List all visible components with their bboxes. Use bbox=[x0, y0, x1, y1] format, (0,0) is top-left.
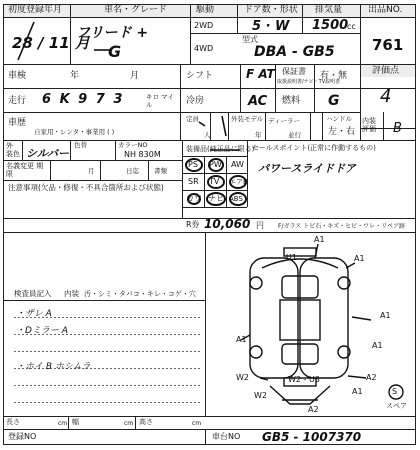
height-label: 高さ bbox=[139, 418, 153, 426]
length-label: 長さ bbox=[6, 418, 20, 426]
rename-day: 日迄 bbox=[126, 167, 139, 175]
month-label: 月 bbox=[130, 71, 140, 81]
capacity-unit: 人 bbox=[204, 131, 211, 139]
notes-label: 注意事項(欠品・修復・不具合箇所および状態) bbox=[8, 183, 164, 192]
model-change-unit: 年 bbox=[255, 131, 262, 139]
rating-label: 評価点 bbox=[372, 66, 400, 76]
warranty-label: 保証書 bbox=[282, 67, 306, 76]
r-ticket-label: R券 bbox=[186, 220, 200, 229]
interior-label: 内装 評価 bbox=[362, 117, 376, 133]
first-reg-value: 28 / 11 月 bbox=[12, 34, 90, 52]
damage-label-spare: S bbox=[392, 387, 398, 396]
equip-sr: SR bbox=[188, 177, 199, 186]
fuel-label: 燃料 bbox=[282, 96, 301, 106]
chassis-label: 車台NO bbox=[212, 432, 241, 441]
equip-leather: カワ bbox=[186, 194, 202, 203]
equip-ps: PS bbox=[188, 160, 198, 169]
inspection-label: 車検 bbox=[8, 71, 27, 81]
equip-abs: ABS bbox=[229, 195, 243, 203]
paint-label: 色替 bbox=[74, 141, 87, 149]
inspector-line-2: ・Dミラー A bbox=[16, 326, 68, 336]
handle-value: 左・右 bbox=[328, 127, 356, 137]
glass-legend: F/ガラス トビ石・キズ・ヒビ・ワレ・リペア跡 bbox=[278, 223, 405, 230]
inspector-label: 検査員記入 bbox=[14, 289, 52, 298]
damage-label-right-quarter: A2 bbox=[366, 373, 377, 382]
equip-airbag: エアB bbox=[229, 178, 248, 186]
equip-aw: AW bbox=[231, 160, 244, 169]
inspector-marks: 汚・シミ・タバコ・キレ・コゲ・穴 bbox=[84, 290, 196, 298]
height-unit: cm bbox=[192, 420, 202, 427]
damage-label-rear-panel: W2 - U3 bbox=[288, 375, 320, 384]
model-change-label: 外装モデル bbox=[231, 115, 264, 123]
car-diagram bbox=[241, 244, 403, 404]
reg-no-label: 登録NO bbox=[8, 432, 37, 441]
capacity-label: 定員 bbox=[186, 115, 199, 123]
ac-label: 冷房 bbox=[186, 96, 205, 106]
damage-label-left-quarter: W2 bbox=[236, 373, 249, 382]
doors-label: ドア数・形状 bbox=[244, 5, 298, 15]
damage-label-right-rear: A1 bbox=[372, 341, 383, 350]
model-code-label: 型式 bbox=[242, 35, 258, 44]
rename-doc: 書類 bbox=[154, 167, 167, 175]
drive-4wd: 4WD bbox=[194, 44, 214, 53]
dealer-sub: 並行 bbox=[288, 131, 301, 139]
mileage-value: 6 K 9 7 3 bbox=[42, 92, 125, 107]
r-ticket-value: 10,060 bbox=[204, 217, 251, 231]
exterior-value: シルバー bbox=[26, 147, 69, 160]
equip-pw: PW bbox=[209, 160, 222, 169]
grade-value: G bbox=[108, 42, 122, 61]
cc-unit: cc bbox=[347, 22, 356, 31]
width-unit: cm bbox=[124, 420, 134, 427]
damage-label-left-door: A1 bbox=[236, 335, 247, 344]
width-label: 幅 bbox=[72, 418, 79, 426]
history-label: 車歴 bbox=[8, 118, 27, 128]
exterior-label: 外 装色 bbox=[6, 142, 20, 158]
damage-label-right-door: A1 bbox=[380, 311, 391, 320]
model-code-value: DBA - GB5 bbox=[254, 44, 335, 60]
inspector-line-1: ・ザレ A bbox=[16, 309, 52, 319]
shift-label: シフト bbox=[186, 71, 214, 81]
mileage-label: 走行 bbox=[8, 96, 27, 106]
sell-point-label: セールスポイント(正常に作動するもの) bbox=[252, 144, 376, 152]
color-no-value: NH 830M bbox=[124, 150, 161, 159]
damage-label-front-right: A1 bbox=[354, 254, 365, 263]
damage-label-rear-left: W2 bbox=[254, 391, 267, 400]
rename-month: 月 bbox=[88, 167, 95, 175]
warranty-sub: 取扱説明書/ナビ・TV説明書 bbox=[277, 79, 341, 85]
inspector-interior-label: 内装 bbox=[64, 289, 79, 298]
rating-value: 4 bbox=[380, 86, 392, 107]
rename-label: 名義変更 期限 bbox=[6, 162, 44, 178]
first-reg-label: 初度登録年月 bbox=[8, 5, 63, 15]
handle-label: ハンドル bbox=[326, 115, 352, 123]
length-unit: cm bbox=[58, 420, 68, 427]
model-value: フリード + bbox=[76, 25, 149, 41]
exhibit-no-label: 出品NO. bbox=[368, 5, 403, 15]
inspector-line-3: ・ホイ B ホシムラ bbox=[16, 362, 91, 372]
damage-label-rear-bumper: A2 bbox=[308, 405, 319, 414]
dealer-label: ディーラー bbox=[268, 117, 300, 125]
drive-2wd: 2WD bbox=[194, 21, 214, 30]
sell-point-value: パワースライドドア bbox=[258, 162, 356, 175]
year-label: 年 bbox=[70, 71, 80, 81]
color-no-label: カラーNO bbox=[118, 141, 148, 149]
door-value: 5 · W bbox=[252, 19, 290, 34]
shift-value: F AT bbox=[246, 67, 275, 81]
history-sub: 自家用・レンタ・事業用 ( ) bbox=[34, 128, 115, 136]
exhibit-no-value: 761 bbox=[372, 36, 404, 54]
equipment-title: 装備品(純正品に限る) bbox=[186, 145, 255, 153]
damage-label-rear-right: A1 bbox=[352, 387, 363, 396]
r-ticket-unit: 円 bbox=[256, 221, 264, 230]
km-unit: キロ マイル bbox=[146, 93, 174, 109]
name-grade-label: 車名・グレード bbox=[104, 5, 168, 15]
spare-label: スペア bbox=[386, 402, 407, 410]
damage-label-hood: U1 bbox=[286, 253, 297, 262]
interior-value: B bbox=[393, 121, 402, 136]
displacement-value: 1500 bbox=[312, 18, 349, 33]
fuel-value: G bbox=[328, 93, 340, 109]
damage-label-front: A1 bbox=[314, 235, 325, 244]
drive-label: 駆動 bbox=[196, 5, 215, 15]
chassis-value: GB5 - 1007370 bbox=[262, 430, 362, 444]
equip-navi: ナビ bbox=[208, 194, 224, 203]
displacement-label: 排気量 bbox=[315, 5, 343, 15]
equip-tv: TV bbox=[209, 177, 220, 186]
ac-value: AC bbox=[248, 94, 268, 109]
warranty-value: 有・無 bbox=[320, 71, 348, 81]
